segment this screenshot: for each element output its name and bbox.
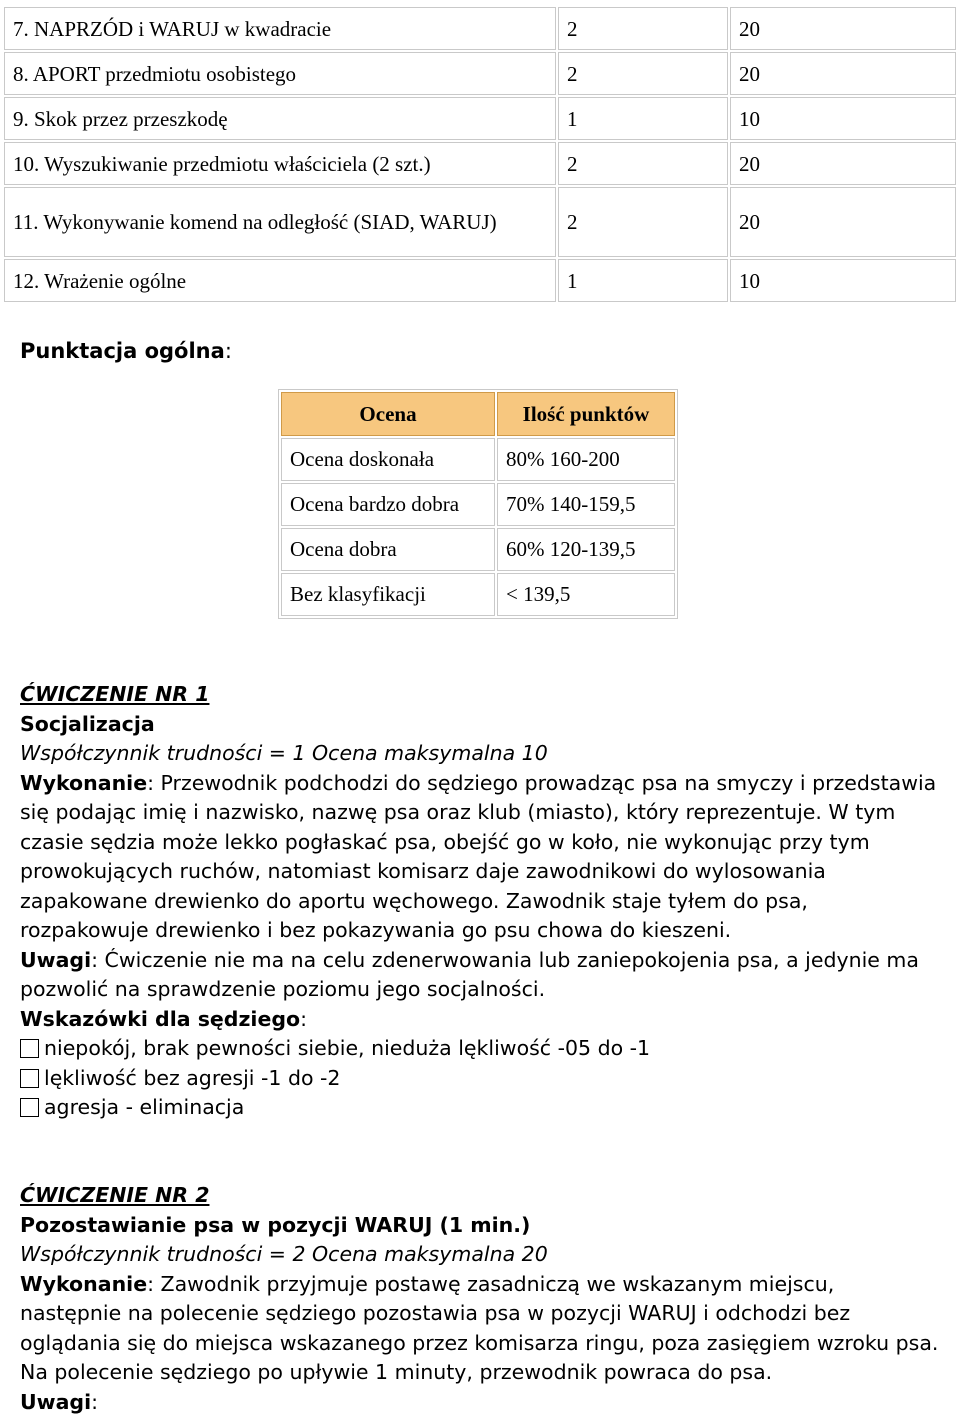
exercise-name: 9. Skok przez przeszkodę — [4, 97, 556, 140]
exercise-max-score: 10 — [730, 259, 956, 302]
exercise-1-title: ĆWICZENIE NR 1 — [20, 682, 210, 706]
exercise-2-name: Pozostawianie psa w pozycji WARUJ (1 min.) — [20, 1212, 531, 1237]
judge-hints-heading — [20, 1005, 940, 1035]
hints-suffix: : — [300, 1006, 308, 1031]
checkbox-square-icon — [20, 1069, 39, 1088]
table-row — [4, 7, 956, 50]
exercise-1-name: Socjalizacja — [20, 711, 155, 736]
points-cell: < 139,5 — [497, 573, 675, 616]
table-row — [4, 52, 956, 95]
column-header-points: Ilość punktów — [497, 392, 675, 436]
exercise-1-execution — [20, 769, 940, 946]
exercise-max-score: 20 — [730, 142, 956, 185]
notes-text: : Ćwiczenie nie ma na celu zdenerwowania lub zaniepokojenia psa, a jedynie ma pozwolić na sprawdzenie poziomu jego socjalności. — [20, 947, 919, 1001]
checkbox-square-icon — [20, 1098, 39, 1117]
exercise-max-score: 10 — [730, 97, 956, 140]
hint-text: niepokój, brak pewności siebie, nieduża lękliwość -05 do -1 — [44, 1036, 651, 1060]
points-cell: 70% 140-159,5 — [497, 483, 675, 526]
table-row — [281, 528, 675, 571]
exercise-coefficient: 2 — [558, 52, 728, 95]
checkbox-square-icon — [20, 1039, 39, 1058]
exercise-coefficient: 2 — [558, 187, 728, 257]
list-item — [20, 1034, 940, 1064]
table-row — [281, 483, 675, 526]
table-row — [281, 438, 675, 481]
hint-text: lękliwość bez agresji -1 do -2 — [44, 1065, 341, 1090]
grade-cell: Ocena dobra — [281, 528, 495, 571]
score-heading — [20, 339, 232, 363]
notes-label: Uwagi — [20, 947, 92, 972]
exercise-name: 7. NAPRZÓD i WARUJ w kwadracie — [4, 7, 556, 50]
execution-label: Wykonanie — [20, 1271, 148, 1296]
list-item — [20, 1064, 940, 1094]
table-row — [4, 142, 956, 185]
exercise-max-score: 20 — [730, 187, 956, 257]
list-item — [20, 1093, 940, 1123]
table-row — [4, 97, 956, 140]
exercise-coefficient: 2 — [558, 142, 728, 185]
notes-suffix: : — [91, 1389, 99, 1414]
table-row — [281, 573, 675, 616]
exercise-2-notes — [20, 1388, 940, 1417]
execution-text: : Przewodnik podchodzi do sędziego prowadząc psa na smyczy i przedstawia się podając imię i nazwisko, nazwę psa oraz klub (miasto), który reprezentuje. W tym czasie sędzia może lekko pogłaskać psa, obejść go w koło, nie wykonując przy tym prowokujących ruchów, natomiast komisarz daje zawodnikowi do wylosowania zapakowane drewienko do aportu węchowego. Zawodnik staje tyłem do psa, rozpakowuje drewienko i bez pokazywania go psu chowa do kieszeni. — [20, 770, 937, 942]
score-table — [278, 389, 678, 619]
exercise-table — [2, 5, 958, 304]
table-row — [4, 259, 956, 302]
points-cell: 60% 120-139,5 — [497, 528, 675, 571]
table-row — [4, 187, 956, 257]
exercise-2-difficulty: Współczynnik trudności = 2 Ocena maksymalna 20 — [20, 1242, 548, 1266]
exercise-coefficient: 1 — [558, 259, 728, 302]
exercise-name: 11. Wykonywanie komend na odległość (SIAD, WARUJ) — [4, 187, 556, 257]
table-header-row — [281, 392, 675, 436]
exercise-name: 10. Wyszukiwanie przedmiotu właściciela (2 szt.) — [4, 142, 556, 185]
exercise-1-section — [20, 680, 940, 1123]
points-cell: 80% 160-200 — [497, 438, 675, 481]
grade-cell: Bez klasyfikacji — [281, 573, 495, 616]
exercise-max-score: 20 — [730, 52, 956, 95]
exercise-name: 12. Wrażenie ogólne — [4, 259, 556, 302]
exercise-2-section — [20, 1181, 940, 1417]
exercise-coefficient: 2 — [558, 7, 728, 50]
column-header-grade: Ocena — [281, 392, 495, 436]
exercise-2-title: ĆWICZENIE NR 2 — [20, 1183, 210, 1207]
grade-cell: Ocena doskonała — [281, 438, 495, 481]
execution-label: Wykonanie — [20, 770, 148, 795]
hint-text: agresja - eliminacja — [44, 1095, 245, 1119]
exercise-2-execution — [20, 1270, 940, 1388]
exercise-max-score: 20 — [730, 7, 956, 50]
exercise-1-difficulty: Współczynnik trudności = 1 Ocena maksymalna 10 — [20, 741, 548, 765]
exercise-1-notes — [20, 946, 940, 1005]
exercise-name: 8. APORT przedmiotu osobistego — [4, 52, 556, 95]
score-heading-label: Punktacja ogólna — [20, 339, 225, 363]
exercise-coefficient: 1 — [558, 97, 728, 140]
grade-cell: Ocena bardzo dobra — [281, 483, 495, 526]
score-heading-suffix: : — [224, 339, 232, 363]
execution-text: : Zawodnik przyjmuje postawę zasadniczą we wskazanym miejscu, następnie na polecenie sędziego pozostawia psa w pozycji WARUJ i odchodzi bez oglądania się do miejsca wskazanego przez komisarza ringu, poza zasięgiem wzroku psa. Na polecenie sędziego po upływie 1 minuty, przewodnik powraca do psa. — [20, 1271, 939, 1384]
notes-label: Uwagi — [20, 1389, 92, 1414]
hints-label: Wskazówki dla sędziego — [20, 1006, 301, 1031]
